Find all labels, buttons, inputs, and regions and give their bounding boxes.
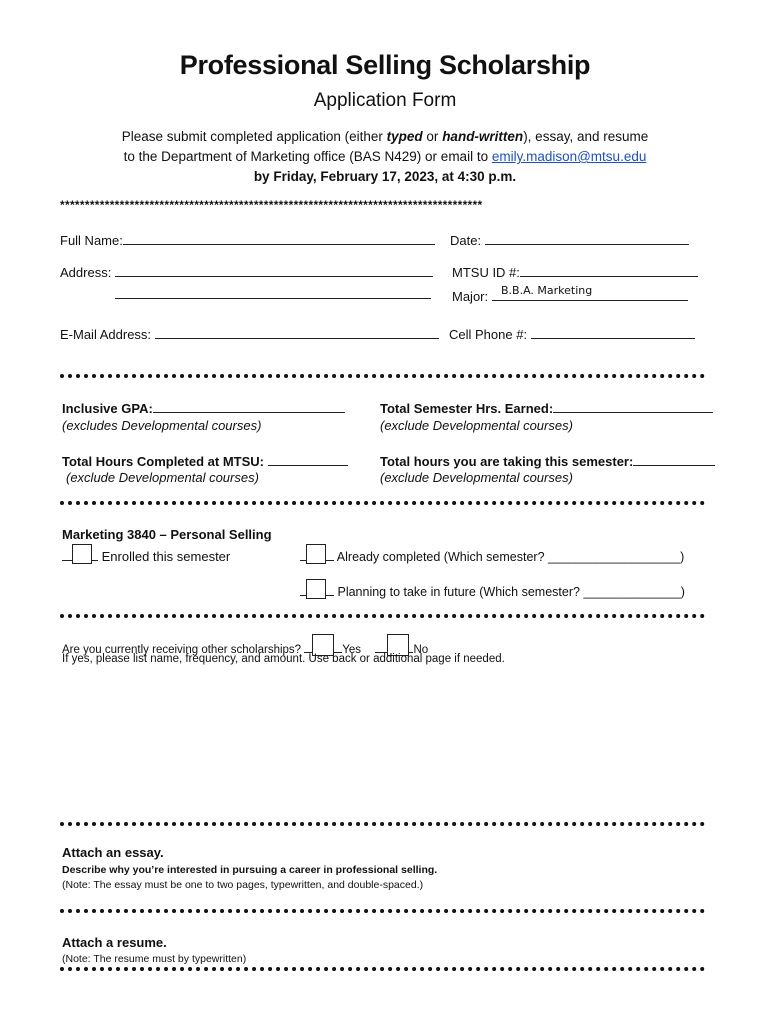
planning-option[interactable] (300, 579, 685, 599)
email-label: E-Mail Address: (60, 327, 152, 342)
address-field[interactable] (60, 264, 433, 280)
mtsu-id-line[interactable] (520, 264, 698, 277)
completed-option[interactable] (300, 544, 684, 564)
instructions-or: or (422, 129, 443, 144)
semester-hours-line[interactable] (553, 400, 713, 413)
date-line[interactable] (485, 232, 689, 245)
semester-hours-label: Total Semester Hrs. Earned: (380, 401, 554, 416)
hours-mtsu-label: Total Hours Completed at MTSU: (62, 454, 264, 469)
dotted-divider (60, 967, 705, 971)
dotted-divider (60, 501, 705, 505)
scholarship-followup: If yes, please list name, frequency, and amount. Use back or additional page if needed. (62, 653, 505, 665)
hours-mtsu-line[interactable] (268, 453, 348, 466)
full-name-field[interactable] (60, 232, 435, 248)
essay-prompt: Describe why you’re interested in pursuing a career in professional selling. (62, 864, 438, 876)
date-field[interactable] (450, 232, 689, 248)
enrolled-label: Enrolled this semester (101, 549, 231, 564)
instructions-text-end: ), essay, and resume (523, 129, 649, 144)
planning-label: Planning to take in future (Which semester? ______________) (337, 585, 685, 599)
instructions-handwritten: hand-written (442, 129, 524, 144)
form-title: Professional Selling Scholarship (179, 50, 591, 80)
instructions-office: to the Department of Marketing office (BAS N429) or email to (123, 149, 492, 164)
hours-mtsu-field[interactable] (62, 453, 348, 469)
blank-line (92, 548, 98, 561)
gpa-note: (excludes Developmental courses) (62, 418, 262, 433)
address-line-2[interactable] (115, 286, 431, 299)
instructions-line-2 (0, 149, 770, 164)
star-separator: ************************************************************************************* (60, 198, 483, 212)
mtsu-id-field[interactable] (452, 264, 698, 280)
essay-note: (Note: The essay must be one to two pages, typewritten, and double-spaced.) (62, 879, 424, 891)
resume-heading: Attach a resume. (62, 935, 167, 950)
blank-line (375, 640, 387, 653)
dotted-divider (60, 614, 705, 618)
instructions-line-1 (0, 129, 770, 144)
email-line[interactable] (155, 326, 439, 339)
enrolled-checkbox[interactable] (72, 544, 92, 564)
scholarship-no-label: No (413, 644, 429, 656)
resume-note: (Note: The resume must by typewritten) (62, 953, 247, 965)
gpa-label: Inclusive GPA: (62, 401, 153, 416)
course-heading: Marketing 3840 – Personal Selling (62, 527, 272, 542)
dotted-divider (60, 822, 705, 826)
hours-taking-note: (exclude Developmental courses) (380, 470, 573, 485)
planning-checkbox[interactable] (306, 579, 326, 599)
blank-line (326, 583, 334, 596)
instructions-text: Please submit completed application (either (121, 129, 387, 144)
gpa-field[interactable] (62, 400, 345, 416)
dotted-divider (60, 909, 705, 913)
cell-phone-line[interactable] (531, 326, 695, 339)
full-name-label: Full Name: (60, 233, 123, 248)
full-name-line[interactable] (123, 232, 435, 245)
semester-hours-note: (exclude Developmental courses) (380, 418, 573, 433)
mtsu-id-label: MTSU ID #: (452, 265, 520, 280)
major-value: B.B.A. Marketing (501, 284, 593, 297)
form-subtitle: Application Form (313, 90, 457, 111)
address-line-1[interactable] (115, 264, 433, 277)
gpa-line[interactable] (153, 400, 345, 413)
completed-label: Already completed (Which semester? ___________________) (336, 550, 685, 564)
cell-phone-label: Cell Phone #: (449, 327, 528, 342)
blank-line (326, 548, 334, 561)
blank-line (62, 548, 72, 561)
completed-checkbox[interactable] (306, 544, 326, 564)
cell-phone-field[interactable] (449, 326, 695, 342)
scholarship-yes-label: Yes (342, 644, 362, 656)
major-label: Major: (452, 289, 489, 304)
enrolled-option[interactable] (62, 544, 230, 564)
hours-mtsu-note: (exclude Developmental courses) (66, 470, 259, 485)
date-label: Date: (450, 233, 482, 248)
blank-line (304, 640, 312, 653)
hours-taking-field[interactable] (380, 453, 715, 469)
address-label: Address: (60, 265, 112, 280)
address-line-2-wrap[interactable] (115, 286, 431, 302)
semester-hours-field[interactable] (380, 400, 713, 416)
email-field[interactable] (60, 326, 439, 342)
dotted-divider (60, 374, 705, 378)
email-link[interactable]: emily.madison@mtsu.edu (491, 149, 647, 164)
hours-taking-label: Total hours you are taking this semester: (380, 454, 634, 469)
deadline: by Friday, February 17, 2023, at 4:30 p.m. (253, 169, 517, 184)
instructions-typed: typed (386, 129, 423, 144)
essay-heading: Attach an essay. (62, 845, 164, 860)
hours-taking-line[interactable] (633, 453, 715, 466)
scholarship-question: Are you currently receiving other scholarships? (62, 644, 302, 656)
